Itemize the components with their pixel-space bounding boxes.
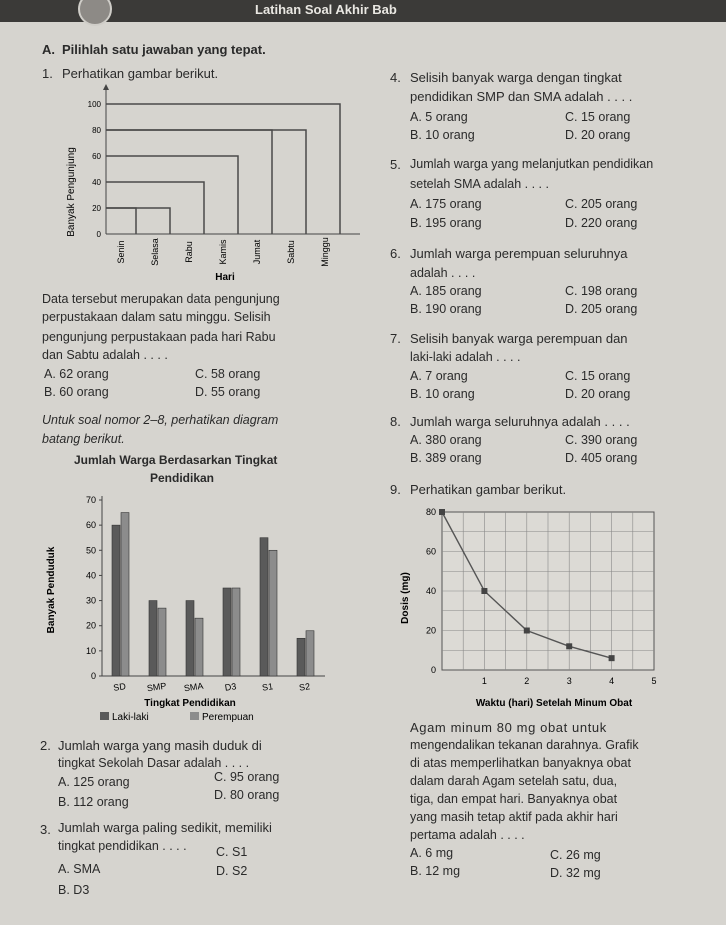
chart2-ytick: 50	[85, 545, 96, 556]
q5-opt-d[interactable]: D. 220 orang	[565, 216, 638, 230]
q9-prompt: Perhatikan gambar berikut.	[410, 482, 567, 497]
q5-opt-a[interactable]: A. 175 orang	[410, 197, 482, 211]
chart3-xtick: 4	[609, 676, 615, 686]
q4-opt-d[interactable]: D. 20 orang	[565, 128, 631, 142]
q2-line-1: Jumlah warga yang masih duduk di	[58, 738, 262, 753]
chart3-xtick: 5	[651, 676, 657, 686]
q4-opt-a[interactable]: A. 5 orang	[410, 110, 468, 124]
chart1-y-arrow-icon	[103, 84, 109, 90]
q1-line-2: perpustakaan dalam satu minggu. Selisih	[42, 310, 271, 324]
chart3-point	[609, 655, 615, 661]
chart1-ylabel: Banyak Pengunjung	[66, 147, 77, 237]
chapter-logo-icon	[78, 0, 112, 26]
chart1-xtick: Rabu	[184, 241, 194, 263]
q2-number: 2.	[40, 738, 51, 753]
chart1-bar-senin	[106, 208, 136, 234]
chart-visitors	[60, 84, 380, 284]
chart2-bar-s2-female	[306, 631, 314, 676]
q6-opt-b[interactable]: B. 190 orang	[410, 302, 482, 316]
chart2-title-line-2: Pendidikan	[150, 471, 215, 485]
q1-number: 1.	[42, 66, 53, 81]
q2-opt-c[interactable]: C. 95 orang	[214, 770, 280, 784]
chart3-xtick: 3	[566, 676, 572, 686]
q9-opt-a[interactable]: A. 6 mg	[410, 846, 454, 860]
chart2-bar-sd-female	[121, 513, 129, 676]
q4-line-2: pendidikan SMP dan SMA adalah . . . .	[410, 89, 633, 104]
q8-number: 8.	[390, 414, 401, 429]
chart1-xtick: Sabtu	[286, 240, 296, 264]
q9-line-4: dalam darah Agam setelah satu, dua,	[410, 774, 618, 788]
chart1-ytick: 20	[92, 204, 101, 213]
q3-line-1: Jumlah warga paling sedikit, memiliki	[58, 820, 272, 835]
q9-opt-d[interactable]: D. 32 mg	[550, 866, 601, 880]
q9-line-3: di atas memperlihatkan banyaknya obat	[410, 756, 631, 770]
legend-female-swatch	[190, 712, 199, 720]
chart3-xtick: 1	[481, 676, 487, 686]
q9-opt-c[interactable]: C. 26 mg	[550, 848, 601, 862]
chart2-ytick: 60	[85, 520, 96, 531]
q7-opt-c[interactable]: C. 15 orang	[565, 369, 631, 383]
chart2-xtick: S1	[261, 681, 274, 693]
q8-line-1: Jumlah warga seluruhnya adalah . . . .	[410, 414, 630, 429]
banner-title: Latihan Soal Akhir Bab	[255, 2, 397, 17]
chart3-point	[566, 643, 572, 649]
q2-line-2: tingkat Sekolah Dasar adalah . . . .	[58, 756, 250, 770]
chart3-point	[439, 509, 445, 515]
q3-opt-a[interactable]: A. SMA	[58, 862, 101, 876]
chart1-xtick: Selasa	[150, 238, 160, 266]
chart3-ytick: 80	[425, 507, 436, 517]
chart3-ytick: 40	[425, 586, 436, 596]
q8-opt-c[interactable]: C. 390 orang	[565, 433, 638, 447]
chart1-xtick: Minggu	[320, 237, 330, 267]
q1-opt-a[interactable]: A. 62 orang	[44, 367, 109, 381]
q9-line-5: tiga, dan empat hari. Banyaknya obat	[410, 792, 618, 806]
q9-line-1: Agam minum 80 mg obat untuk	[410, 720, 607, 735]
chart3-xlabel: Waktu (hari) Setelah Minum Obat	[475, 698, 633, 709]
chart2-bar-sma-male	[186, 601, 194, 676]
q6-number: 6.	[390, 246, 401, 261]
chart2-ytick: 10	[85, 645, 96, 656]
chart1-ytick: 80	[92, 126, 101, 135]
chart1-ytick: 100	[87, 100, 101, 109]
q8-opt-a[interactable]: A. 380 orang	[410, 433, 482, 447]
chart3-ytick: 20	[425, 625, 436, 636]
q5-number: 5.	[390, 157, 401, 172]
chart2-xtick: SMA	[183, 680, 204, 694]
q6-opt-a[interactable]: A. 185 orang	[410, 284, 482, 298]
section-instruction: Pilihlah satu jawaban yang tepat.	[62, 42, 266, 57]
chart2-xtick: SMP	[146, 680, 167, 694]
q6-opt-c[interactable]: C. 198 orang	[565, 284, 638, 298]
q4-line-1: Selisih banyak warga dengan tingkat	[410, 70, 622, 85]
chart2-title-line-1: Jumlah Warga Berdasarkan Tingkat	[74, 453, 278, 467]
q7-number: 7.	[390, 331, 401, 346]
q8-opt-b[interactable]: B. 389 orang	[410, 451, 482, 465]
q5-line-1: Jumlah warga yang melanjutkan pendidikan	[410, 157, 654, 171]
top-banner	[0, 0, 726, 22]
chart3-point	[481, 588, 487, 594]
q4-opt-b[interactable]: B. 10 orang	[410, 128, 475, 142]
chart1-ytick: 40	[92, 178, 101, 187]
section-label: A.	[42, 42, 55, 57]
chart2-ytick: 0	[90, 671, 96, 681]
q3-number: 3.	[40, 822, 51, 837]
q3-line-2: tingkat pendidikan . . . .	[58, 839, 187, 853]
legend-male-label: Laki-laki	[112, 712, 149, 723]
q5-line-2: setelah SMA adalah . . . .	[410, 177, 549, 191]
chart-education	[40, 490, 340, 730]
chart1-xtick: Jumat	[252, 239, 262, 265]
q7-opt-a[interactable]: A. 7 orang	[410, 369, 468, 383]
chart2-ylabel: Banyak Penduduk	[46, 546, 57, 634]
chart1-bar-selasa	[106, 208, 170, 234]
legend-male-swatch	[100, 712, 109, 720]
q3-opt-c[interactable]: C. S1	[216, 845, 248, 859]
chart2-ytick: 70	[85, 495, 96, 505]
q6-line-1: Jumlah warga perempuan seluruhnya	[410, 246, 628, 261]
chart1-xtick: Senin	[116, 240, 126, 264]
q4-opt-c[interactable]: C. 15 orang	[565, 110, 631, 124]
chart2-bar-d3-female	[232, 588, 240, 676]
chart1-ytick: 0	[96, 230, 101, 239]
chart2-ytick: 40	[85, 570, 96, 581]
chart3-ytick: 0	[430, 665, 436, 675]
instruction2-line-1: Untuk soal nomor 2–8, perhatikan diagram	[42, 413, 279, 427]
chart2-xtick: S2	[298, 681, 311, 693]
q1-line-3: pengunjung perpustakaan pada hari Rabu	[42, 330, 276, 344]
chart-dosage	[398, 498, 698, 710]
instruction2-line-2: batang berikut.	[42, 432, 125, 446]
q7-line-1: Selisih banyak warga perempuan dan	[410, 331, 628, 346]
q1-line-4: dan Sabtu adalah . . . .	[42, 348, 168, 362]
q1-opt-b[interactable]: B. 60 orang	[44, 385, 109, 399]
legend-female-label: Perempuan	[202, 712, 254, 723]
chart2-bar-sd-male	[112, 525, 120, 676]
q9-line-7: pertama adalah . . . .	[410, 828, 525, 842]
chart2-ytick: 30	[85, 595, 96, 606]
q7-opt-d[interactable]: D. 20 orang	[565, 387, 631, 401]
q5-opt-c[interactable]: C. 205 orang	[565, 197, 638, 211]
chart3-point	[524, 628, 530, 634]
q4-number: 4.	[390, 70, 401, 85]
chart3-ylabel: Dosis (mg)	[400, 572, 411, 624]
chart2-bar-s1-female	[269, 550, 277, 676]
chart2-bar-sma-female	[195, 618, 203, 676]
q5-opt-b[interactable]: B. 195 orang	[410, 216, 482, 230]
q8-opt-d[interactable]: D. 405 orang	[565, 451, 638, 465]
q2-opt-b[interactable]: B. 112 orang	[58, 795, 129, 809]
chart1-xlabel: Hari	[215, 272, 235, 283]
chart3-xtick: 2	[524, 676, 530, 686]
chart2-bar-smp-male	[149, 601, 157, 676]
q1-opt-c[interactable]: C. 58 orang	[195, 367, 261, 381]
chart2-xtick: D3	[224, 681, 237, 693]
chart2-bar-smp-female	[158, 608, 166, 676]
q1-prompt: Perhatikan gambar berikut.	[62, 66, 219, 81]
q2-opt-a[interactable]: A. 125 orang	[58, 775, 130, 789]
q9-opt-b[interactable]: B. 12 mg	[410, 864, 461, 878]
chart1-bar-minggu	[106, 104, 340, 234]
chart2-xtick: SD	[112, 681, 127, 693]
q7-line-2: laki-laki adalah . . . .	[410, 350, 521, 364]
q1-line-1: Data tersebut merupakan data pengunjung	[42, 292, 280, 306]
chart1-xtick: Kamis	[218, 239, 228, 265]
chart3-ytick: 60	[425, 546, 436, 557]
chart2-bar-d3-male	[223, 588, 231, 676]
chart2-bar-s1-male	[260, 538, 268, 676]
q9-line-6: yang masih tetap aktif pada akhir hari	[410, 810, 618, 824]
chart1-bar-kamis	[106, 156, 238, 234]
chart1-ytick: 60	[92, 152, 101, 161]
chart2-xlabel: Tingkat Pendidikan	[144, 698, 236, 709]
q3-opt-d[interactable]: D. S2	[216, 864, 248, 878]
q1-opt-d[interactable]: D. 55 orang	[195, 385, 261, 399]
q9-line-2: mengendalikan tekanan darahnya. Grafik	[410, 738, 639, 752]
q9-number: 9.	[390, 482, 401, 497]
q3-opt-b[interactable]: B. D3	[58, 883, 90, 897]
q2-opt-d[interactable]: D. 80 orang	[214, 788, 280, 802]
chart2-bar-s2-male	[297, 638, 305, 676]
q7-opt-b[interactable]: B. 10 orang	[410, 387, 475, 401]
q6-line-2: adalah . . . .	[410, 266, 476, 280]
chart2-ytick: 20	[85, 620, 96, 631]
q6-opt-d[interactable]: D. 205 orang	[565, 302, 638, 316]
